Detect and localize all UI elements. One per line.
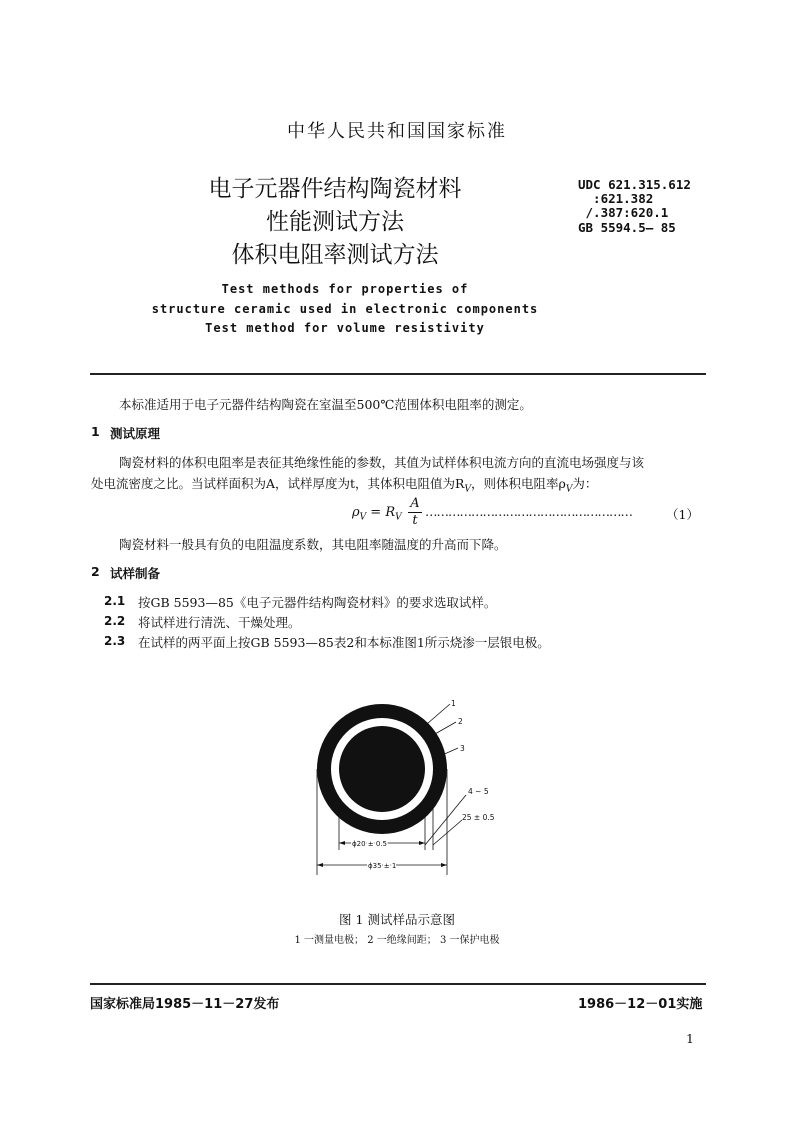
arrow-icon bbox=[441, 863, 447, 867]
section-2-number: 2 bbox=[91, 564, 100, 579]
section-1-paragraph-2: 陶瓷材料一般具有负的电阻温度系数，其电阻率随温度的升高而下降。 bbox=[119, 537, 507, 552]
arrow-icon bbox=[339, 841, 345, 845]
rv-subscript: V bbox=[464, 484, 471, 495]
formula-tag: （1） bbox=[666, 507, 699, 522]
section-1-number: 1 bbox=[91, 424, 100, 439]
dimension-inner-diameter: ϕ20 ± 0.5 bbox=[352, 840, 387, 848]
formula-lhs: ρ bbox=[352, 505, 360, 520]
dimension-outer-diameter: ϕ35 ± 1 bbox=[368, 862, 397, 870]
formula-r: R bbox=[385, 505, 396, 520]
arrow-icon bbox=[317, 863, 323, 867]
callout-leader-1 bbox=[420, 704, 450, 730]
issue-date: 国家标准局1985－11－27发布 bbox=[90, 997, 280, 1012]
section-1-paragraph-line-2 bbox=[91, 474, 597, 495]
definition-end: 为： bbox=[572, 476, 598, 491]
national-standard-heading: 中华人民共和国国家标准 bbox=[287, 121, 507, 142]
footer-rule bbox=[90, 983, 706, 985]
formula-denominator: t bbox=[412, 513, 418, 528]
udc-line-2: :621.382 bbox=[578, 191, 654, 206]
formula bbox=[352, 505, 402, 523]
formula-leader-dots: ……………………………………………… bbox=[425, 504, 632, 519]
title-line-3: 体积电阻率测试方法 bbox=[231, 242, 439, 268]
item-2-2-number: 2.2 bbox=[104, 614, 126, 628]
formula-lhs-subscript: V bbox=[359, 512, 367, 523]
arrow-icon bbox=[419, 841, 425, 845]
section-1-paragraph-line-1: 陶瓷材料的体积电阻率是表征其绝缘性能的参数，其值为试样体积电流方向的直流电场强度与该 bbox=[119, 455, 645, 470]
formula-r-subscript: V bbox=[395, 512, 402, 523]
callout-2: 2 bbox=[458, 717, 463, 726]
specimen-diagram bbox=[290, 690, 530, 890]
udc-line-1: UDC 621.315.612 bbox=[578, 177, 691, 192]
guard-leader bbox=[433, 820, 462, 845]
title-line-2: 性能测试方法 bbox=[266, 209, 404, 235]
item-2-2-text: 将试样进行清洗、干燥处理。 bbox=[138, 615, 301, 630]
item-2-1-number: 2.1 bbox=[104, 594, 126, 608]
formula-numerator: A bbox=[410, 496, 420, 511]
section-1-title: 测试原理 bbox=[110, 426, 161, 441]
figure-caption: 图 1 测试样品示意图 bbox=[339, 912, 455, 927]
title-line-1: 电子元器件结构陶瓷材料 bbox=[208, 176, 462, 202]
formula-equals: = bbox=[370, 505, 382, 520]
effective-date: 1986－12－01实施 bbox=[578, 997, 703, 1012]
section-2-title: 试样制备 bbox=[110, 566, 161, 581]
figure-legend: 1 一测量电极； 2 一绝缘间距； 3 一保护电极 bbox=[294, 935, 500, 946]
dimension-gap: 4 ~ 5 bbox=[468, 787, 489, 796]
item-2-3-number: 2.3 bbox=[104, 634, 126, 648]
callout-1: 1 bbox=[451, 699, 456, 708]
english-title-line-3: Test method for volume resistivity bbox=[205, 321, 485, 335]
definition-text: 处电流密度之比。当试样面积为A，试样厚度为t，其体积电阻值为R bbox=[91, 476, 465, 491]
item-2-3-text: 在试样的两平面上按GB 5593—85表2和本标准图1所示烧渗一层银电极。 bbox=[138, 635, 550, 650]
udc-line-3: /.387:620.1 bbox=[578, 205, 669, 220]
english-title-line-2: structure ceramic used in electronic components bbox=[151, 302, 539, 316]
page-number: 1 bbox=[686, 1031, 694, 1046]
measuring-electrode bbox=[339, 726, 425, 812]
rho-subscript: V bbox=[565, 484, 573, 495]
header-rule bbox=[90, 373, 706, 375]
callout-3: 3 bbox=[460, 744, 465, 753]
item-2-1-text: 按GB 5593—85《电子元器件结构陶瓷材料》的要求选取试样。 bbox=[138, 595, 497, 610]
english-title-line-1: Test methods for properties of bbox=[221, 282, 469, 296]
scope-paragraph: 本标准适用于电子元器件结构陶瓷在室温至500℃范围体积电阻率的测定。 bbox=[119, 397, 532, 412]
dimension-guard: 25 ± 0.5 bbox=[462, 813, 495, 822]
definition-tail: ，则体积电阻率ρ bbox=[470, 476, 566, 491]
gb-code: GB 5594.5— 85 bbox=[578, 220, 676, 235]
